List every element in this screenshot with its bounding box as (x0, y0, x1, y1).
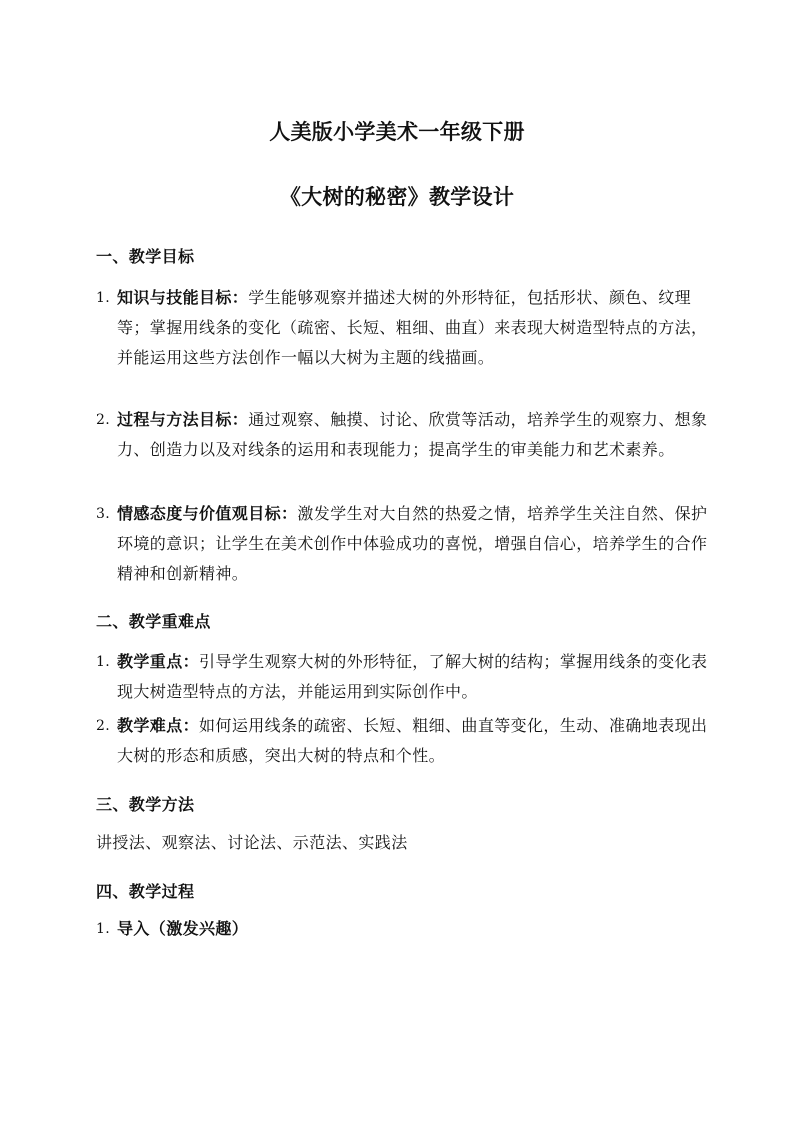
list-item (96, 647, 708, 707)
list-item-body (117, 647, 708, 707)
section-heading-teaching-methods: 三、教学方法 (96, 795, 195, 814)
list-item-label: 过程与方法目标： (117, 410, 249, 429)
list-item-text: 通过观察、触摸、讨论、欣赏等活动，培养学生的观察力、想象力、创造力以及对线条的运用和表现能力；提高学生的审美能力和艺术素养。 (117, 410, 708, 459)
list-item-label: 教学重点： (117, 652, 200, 671)
list-item-body (117, 283, 708, 373)
list-item (96, 283, 708, 373)
list-item (96, 499, 708, 589)
section-heading-key-points: 二、教学重难点 (96, 612, 211, 631)
list-item-text: 如何运用线条的疏密、长短、粗细、曲直等变化，生动、准确地表现出大树的形态和质感，突出大树的特点和个性。 (117, 716, 708, 765)
section-heading-teaching-goals: 一、教学目标 (96, 247, 195, 266)
document-title-line2: 《大树的秘密》教学设计 (279, 185, 515, 209)
list-item-number: 2. (96, 412, 111, 428)
list-item-body (117, 499, 708, 589)
list-item-label: 知识与技能目标： (117, 288, 249, 307)
list-item-number: 3. (96, 506, 111, 522)
list-item-label: 教学难点： (117, 716, 200, 735)
list-item-body (117, 914, 708, 944)
list-item-body (117, 711, 708, 771)
list-item-number: 1. (96, 290, 111, 306)
list-item-number: 1. (96, 921, 111, 937)
list-item-label: 导入（激发兴趣） (117, 919, 249, 938)
document-title-line1: 人美版小学美术一年级下册 (269, 120, 525, 144)
teaching-methods-text: 讲授法、观察法、讨论法、示范法、实践法 (96, 833, 408, 852)
list-item-label: 情感态度与价值观目标： (117, 504, 298, 523)
list-item-body (117, 405, 708, 465)
list-item (96, 405, 708, 465)
list-item-number: 2. (96, 718, 111, 734)
list-item-text: 激发学生对大自然的热爱之情，培养学生关注自然、保护环境的意识；让学生在美术创作中体验成功的喜悦，增强自信心，培养学生的合作精神和创新精神。 (117, 504, 708, 583)
list-item-number: 1. (96, 654, 111, 670)
list-item (96, 711, 708, 771)
list-item-text: 引导学生观察大树的外形特征，了解大树的结构；掌握用线条的变化表现大树造型特点的方法，并能运用到实际创作中。 (117, 652, 708, 701)
section-heading-teaching-process: 四、教学过程 (96, 882, 195, 901)
list-item-text: 学生能够观察并描述大树的外形特征，包括形状、颜色、纹理等；掌握用线条的变化（疏密、长短、粗细、曲直）来表现大树造型特点的方法，并能运用这些方法创作一幅以大树为主题的线描画。 (117, 288, 708, 367)
list-item (96, 914, 708, 944)
